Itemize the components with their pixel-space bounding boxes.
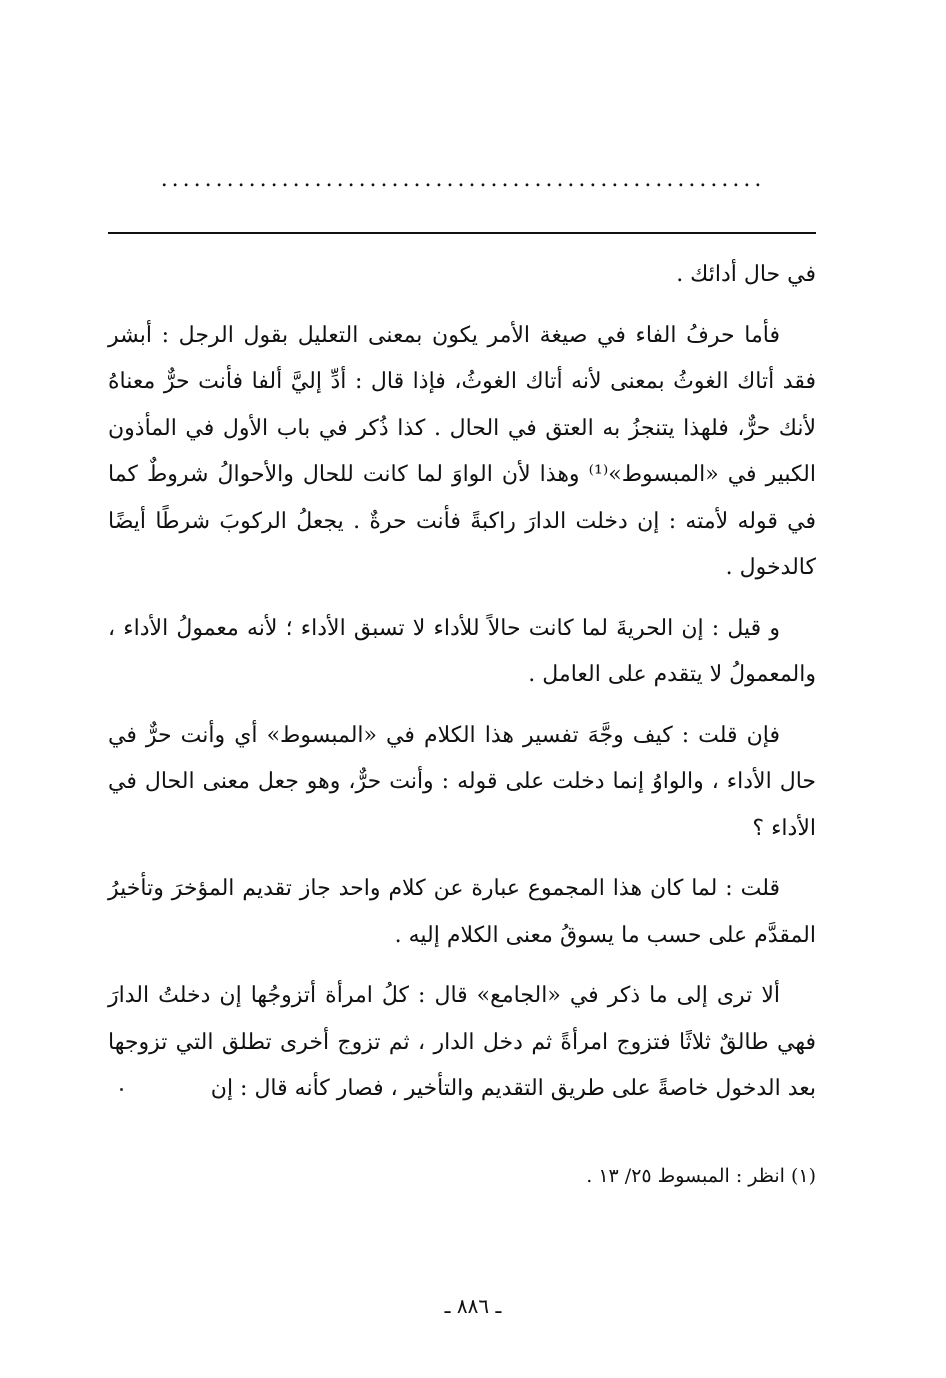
footnotes bbox=[108, 1160, 816, 1192]
separator-dots: ....................................................... bbox=[160, 168, 766, 192]
page-number: ـ ٨٨٦ ـ bbox=[444, 1294, 502, 1318]
paragraph: فإن قلت : كيف وجَّهَ تفسير هذا الكلام في «المبسوط» أي وأنت حرٌّ في حال الأداء ، والواوُ إنما دخلت على قوله : وأنت حرٌّ، وهو جعل معنى الحال في الأداء ؟ bbox=[108, 722, 816, 841]
margin-speck bbox=[120, 1088, 123, 1091]
paragraph: و قيل : إن الحريةَ لما كانت حالاً للأداء لا تسبق الأداء ؛ لأنه معمولُ الأداء ، والمعمولُ لا يتقدم على العامل . bbox=[108, 615, 816, 687]
paragraph: قلت : لما كان هذا المجموع عبارة عن كلام واحد جاز تقديم المؤخرَ وتأخيرُ المقدَّم على حسب ما يسوقُ معنى الكلام إليه . bbox=[108, 876, 816, 948]
footnote: (١) انظر : المبسوط ٢٥/ ١٣ . bbox=[586, 1165, 816, 1187]
header-rule bbox=[108, 232, 816, 234]
main-text bbox=[108, 252, 816, 1127]
paragraph-continuation: في حال أدائك . bbox=[676, 262, 816, 287]
paragraph: ألا ترى إلى ما ذكر في «الجامع» قال : كلُ امرأة أتزوجُها إن دخلتُ الدارَ فهي طالقٌ ثلاثًا فتزوج امرأةً ثم دخل الدار ، ثم تزوج أخرى تطلق التي تزوجها بعد الدخول خاصةً على طريق التقديم والتأخير ، فصار كأنه قال : إن bbox=[108, 983, 816, 1101]
paragraph: فأما حرفُ الفاء في صيغة الأمر يكون بمعنى التعليل بقول الرجل : أبشر فقد أتاك الغوثُ بمعنى لأنه أتاك الغوثُ، فإذا قال : أدِّ إليَّ ألفا فأنت حرٌّ معناهُ لأنك حرٌّ، فلهذا يتنجزُ به العتق في الحال . كذا ذُكر في باب الأول في المأذون الكبير في «المبسوط»⁽¹⁾ وهذا لأن الواوَ لما كانت للحال والأحوالُ شروطٌ كما في قوله لأمته : إن دخلت الدارَ راكبةً فأنت حرةٌ . يجعلُ الركوبَ شرطًا أيضًا كالدخول . bbox=[108, 322, 816, 580]
